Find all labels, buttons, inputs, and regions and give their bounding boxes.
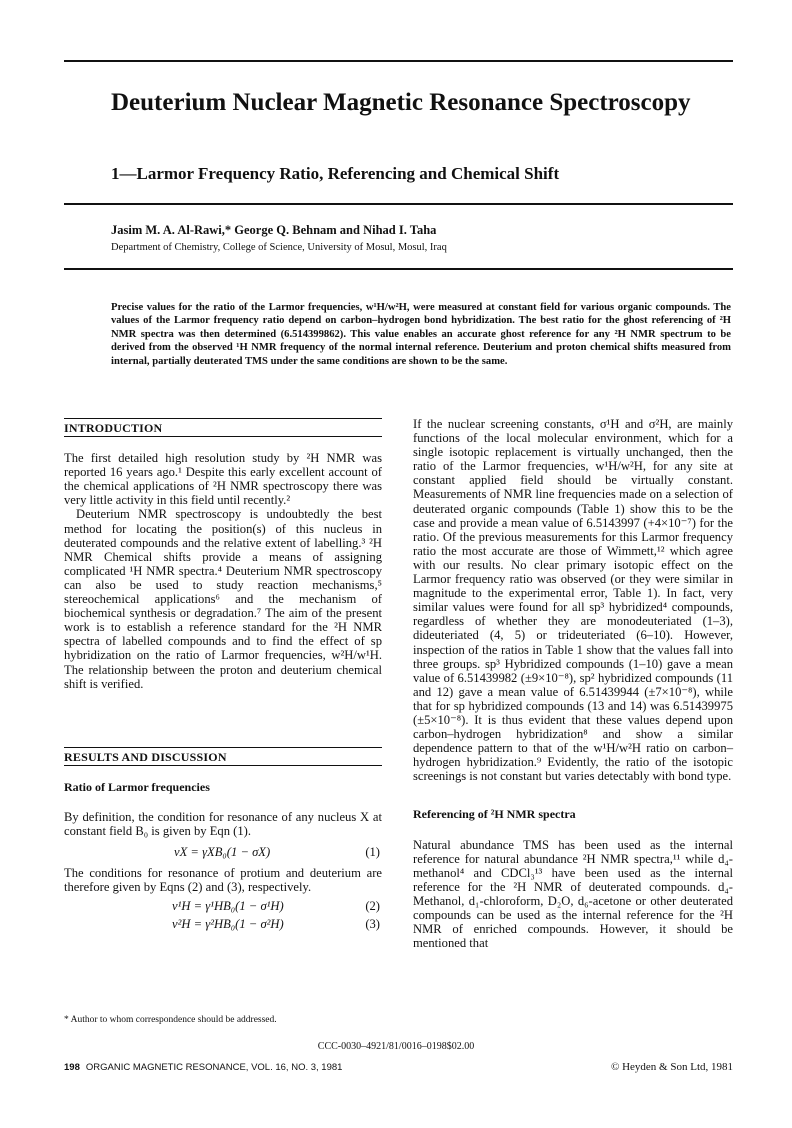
equation-2-text: ν¹H = γ¹HB₀(1 − σ¹H) [172, 899, 284, 914]
affiliation: Department of Chemistry, College of Science, University of Mosul, Mosul, Iraq [111, 242, 447, 253]
referencing-subheading: Referencing of ²H NMR spectra [413, 807, 576, 822]
journal-citation: ORGANIC MAGNETIC RESONANCE, VOL. 16, NO. 3, 1981 [85, 1062, 343, 1073]
results-paragraph-1: By definition, the condition for resonance of any nucleus X at constant field B₀ is given by Eqn (1). [64, 809, 382, 838]
abstract: Precise values for the ratio of the Larmor frequencies, w¹H/w²H, were measured at constant field for various organic compounds. The values of the Larmor frequency ratio depend on carbon–hydrogen bond hybridization. The best ratio for the ghost referencing of ²H NMR spectra was then determined (6.514399862). This value enables an accurate ghost reference for any ²H NMR spectrum to be derived from the observed ¹H NMR frequency of the normal internal reference. Deuterium and proton chemical shifts measured from internal, partially deuterated TMS under the same conditions are shown to be the same. [111, 302, 731, 367]
copyright-notice: © Heyden & Son Ltd, 1981 [610, 1061, 733, 1073]
equation-3-text: ν²H = γ²HB₀(1 − σ²H) [172, 917, 284, 932]
author-footnote: * Author to whom correspondence should be addressed. [64, 1015, 277, 1025]
article-title: Deuterium Nuclear Magnetic Resonance Spectroscopy [111, 89, 691, 116]
author-list: Jasim M. A. Al-Rawi,* George Q. Behnam and Nihad I. Taha [111, 223, 437, 237]
introduction-heading: INTRODUCTION [64, 418, 382, 437]
right-paragraph-2: Natural abundance TMS has been used as the internal reference for natural abundance ²H NMR spectra,¹¹ while d₄-methanol⁴ and CDCl₃¹³ have been used as the internal reference for the ²H NMR of deuterated compounds. d₄-Methanol, d₁-chloroform, D₂O, d₆-acetone or other deuterated compounds can be used as the internal reference for the ²H NMR of enriched compounds. However, it should be mentioned that [413, 837, 733, 951]
header-rule-1 [64, 203, 733, 205]
page-footer-left [64, 1062, 342, 1073]
equation-2-number: (2) [365, 899, 380, 914]
page-number: 198 [64, 1062, 80, 1073]
equation-2 [64, 894, 382, 915]
right-paragraph-1: If the nuclear screening constants, σ¹H and σ²H, are mainly functions of the local molecular environment, which for a single isotopic replacement is virtually unchanged, then the ratio of the Larmor frequencies, w¹H/w²H, for any site at constant applied field should be virtually constant. Measurements of NMR line frequencies made on a selection of deuterated organic compounds (Table 1) show this to be the case and provide a mean value of 6.5143997 (+4×10⁻⁷) for the ratio. Of the previous measurements for this Larmor frequency ratio the most accurate are those of Wimmett,¹² which agree with our results. No clear primary isotopic effect on the Larmor frequency ratio was observed (or they were similar in magnitude to the experimental error, Table 1). In fact, very similar values were found for all sp³ hybridized⁴ compounds, regardless of whether they are monodeuteriated (1–3), dideuteriated (4, 5) or trideuteriated (6–10). However, inspection of the ratios in Table 1 show that the values fall into three groups. sp³ Hybridized compounds (1–10) gave a mean value of 6.51439982 (±9×10⁻⁸), sp² hybridized compounds (11 and 12) gave a mean value of 6.51439944 (±7×10⁻⁸), while that for sp hybridized compounds (13 and 14) was 6.51439975 (±5×10⁻⁸). It is thus evident that these values depend upon carbon–hydrogen hybridization⁸ and show a similar dependence pattern to that of the w¹H/w²H ratio on carbon–hydrogen hybridization.⁹ Evidently, the ratio of the isotopic screenings is not constant but varies detectably with bond type. [413, 417, 733, 784]
article-subtitle: 1—Larmor Frequency Ratio, Referencing and Chemical Shift [111, 164, 560, 183]
header-rule-2 [64, 268, 733, 270]
left-column [64, 418, 382, 1028]
equation-1 [64, 838, 382, 866]
equation-1-text: νX = γXB₀(1 − σX) [174, 845, 271, 860]
ccc-code: CCC-0030–4921/81/0016–0198$02.00 [317, 1041, 475, 1052]
results-paragraph-2: The conditions for resonance of protium and deuterium are therefore given by Eqns (2) and (3), respectively. [64, 866, 382, 895]
top-rule [64, 60, 733, 62]
equation-3-number: (3) [365, 917, 380, 932]
results-heading: RESULTS AND DISCUSSION [64, 747, 382, 766]
equation-3 [64, 915, 382, 933]
intro-paragraph-1: The first detailed high resolution study by ²H NMR was reported 16 years ago.¹ Despite this early excellent account of the chemical applications of ²H NMR spectroscopy there was very little activity in this field until recently.² [64, 451, 382, 508]
equation-1-number: (1) [365, 845, 380, 860]
larmor-ratio-subheading: Ratio of Larmor frequencies [64, 779, 210, 794]
intro-paragraph-2: Deuterium NMR spectroscopy is undoubtedly the best method for locating the position(s) of this nucleus in deuterated compounds and the relative extent of labelling.³ ²H NMR Chemical shifts provide a means of assigning complicated ¹H NMR spectra.⁴ Deuterium NMR spectroscopy can also be used to study reaction mechanisms,⁵ stereochemical applications⁶ and the mechanism of biochemical synthesis or degradation.⁷ The aim of the present work is to establish a reference standard for the ²H NMR spectra of labelled compounds and to find the effect of sp hybridization on the ratio of Larmor frequencies, w²H/w¹H. The relationship between the proton and deuterium chemical shift is verified. [64, 507, 382, 691]
right-column [413, 417, 733, 1029]
